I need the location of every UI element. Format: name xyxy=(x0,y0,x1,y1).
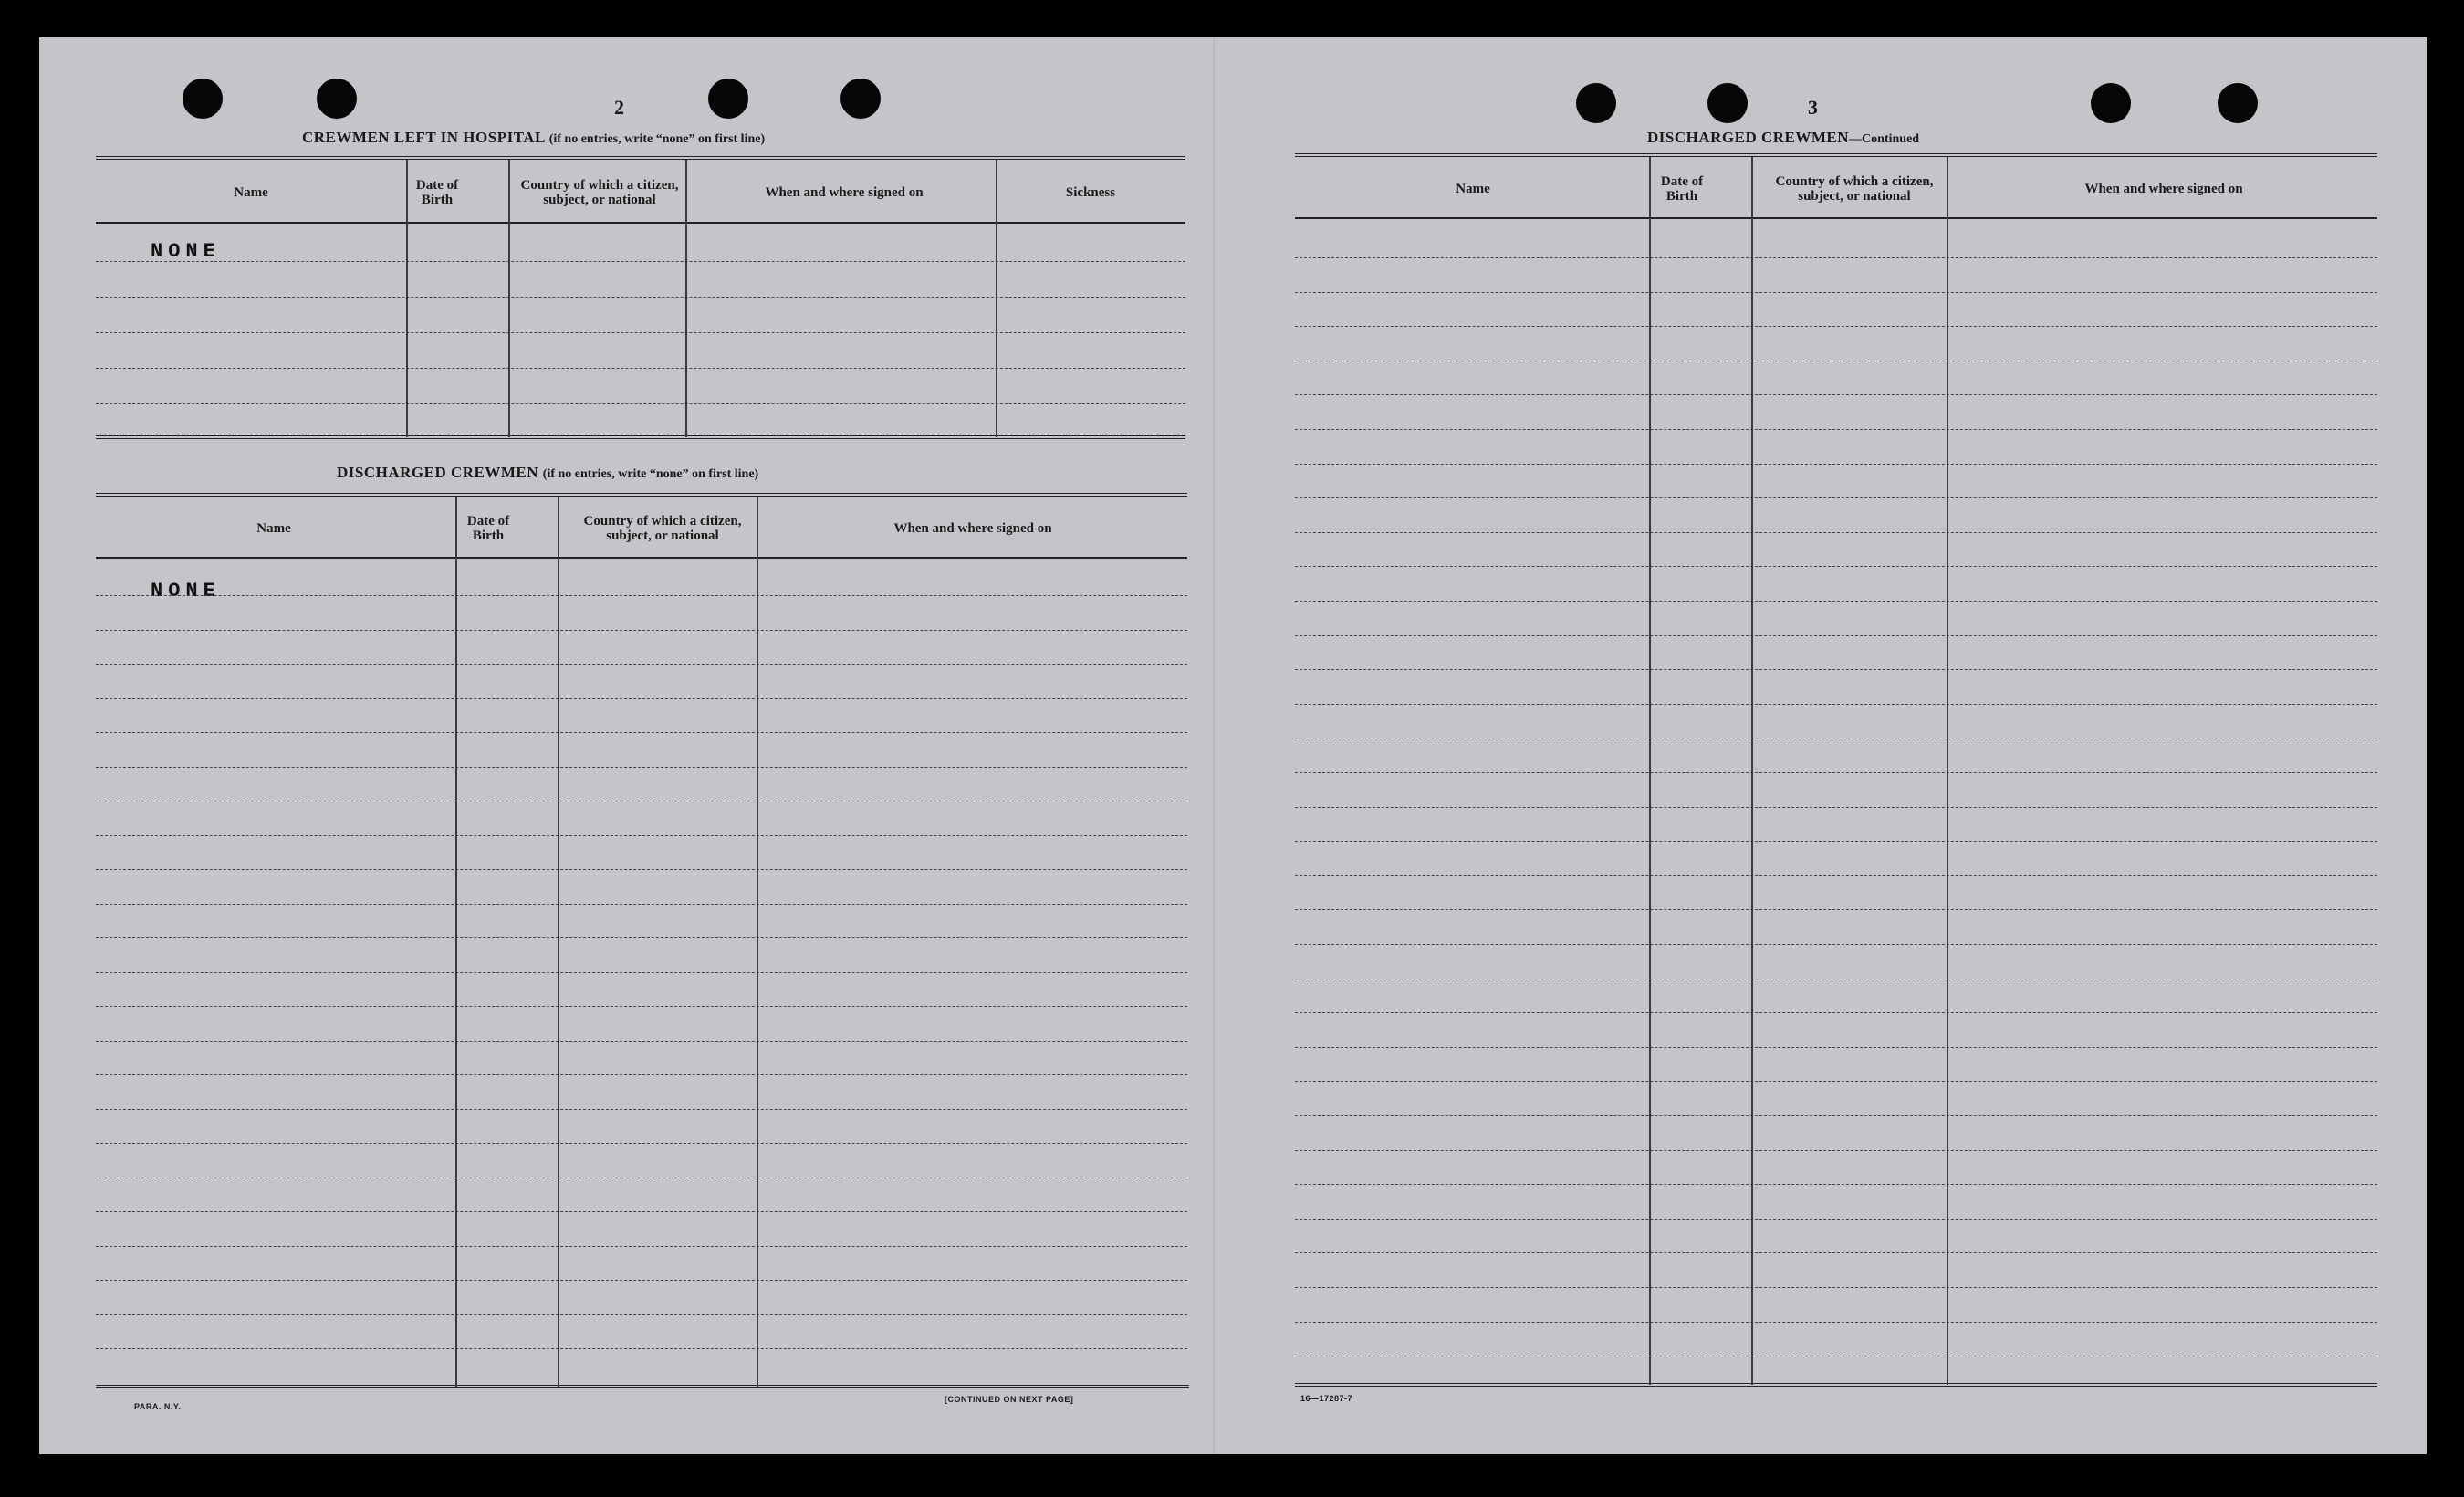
table-row-line xyxy=(96,1246,1187,1247)
table-row-line xyxy=(1295,772,2377,773)
punch-hole xyxy=(1576,83,1616,123)
hospital-table-top-rule xyxy=(96,156,1185,160)
footer-form-number: 16—17287-7 xyxy=(1300,1394,1353,1403)
discharged-title-text: DISCHARGED CREWMEN xyxy=(337,464,539,481)
punch-hole xyxy=(2091,83,2131,123)
table-row-line xyxy=(1295,292,2377,293)
table-row-line xyxy=(96,904,1187,905)
table-row-line xyxy=(96,630,1187,631)
punch-hole xyxy=(1707,83,1748,123)
table-row-line xyxy=(96,732,1187,733)
discharged-entry: NONE xyxy=(151,580,221,602)
page-number: 2 xyxy=(614,96,624,119)
hospital-row-line xyxy=(96,332,1185,333)
hospital-row-line xyxy=(96,261,1185,262)
continued-col-date-of-birth: Date of Birth xyxy=(1660,174,1704,204)
punch-hole xyxy=(317,79,357,119)
discharged-table-bottom-rule xyxy=(96,1385,1189,1388)
hospital-col-divider xyxy=(996,160,997,437)
table-row-line xyxy=(1295,601,2377,602)
hospital-col-sickness: Sickness xyxy=(1065,185,1116,200)
punch-hole xyxy=(2218,83,2258,123)
discharged-section-title xyxy=(337,464,758,482)
table-row-line xyxy=(1295,909,2377,910)
hospital-table-bottom-rule xyxy=(96,435,1185,439)
hospital-col-divider xyxy=(685,160,687,437)
table-row-line xyxy=(1295,635,2377,636)
table-row-line xyxy=(96,1348,1187,1349)
continued-table-top-rule xyxy=(1295,153,2377,157)
hospital-col-signed-on: When and where signed on xyxy=(765,185,924,200)
page-number: 3 xyxy=(1808,96,1818,119)
discharged-col-date-of-birth: Date of Birth xyxy=(466,514,510,543)
document-sheet xyxy=(39,37,2427,1454)
table-row-line xyxy=(96,664,1187,665)
table-row-line xyxy=(96,835,1187,836)
table-row-line xyxy=(1295,532,2377,533)
table-row-line xyxy=(1295,807,2377,808)
table-row-line xyxy=(96,1074,1187,1075)
table-row-line xyxy=(1295,1115,2377,1116)
hospital-col-name: Name xyxy=(234,185,268,200)
discharged-table-top-rule xyxy=(96,493,1187,497)
hospital-col-divider xyxy=(508,160,510,437)
table-row-line xyxy=(96,972,1187,973)
table-row-line xyxy=(96,698,1187,699)
punch-hole xyxy=(840,79,881,119)
continued-section-title xyxy=(1647,129,1919,147)
table-row-line xyxy=(1295,497,2377,498)
continued-col-divider xyxy=(1649,157,1651,1385)
continued-table-bottom-rule xyxy=(1295,1383,2377,1387)
hospital-row-line xyxy=(96,368,1185,369)
continued-title-suffix: —Continued xyxy=(1849,132,1920,146)
continued-col-name: Name xyxy=(1456,182,1490,196)
table-row-line xyxy=(1295,464,2377,465)
table-row-line xyxy=(96,1211,1187,1212)
table-row-line xyxy=(1295,1219,2377,1220)
discharged-title-note: (if no entries, write “none” on first line) xyxy=(542,467,759,481)
continued-col-signed-on: When and where signed on xyxy=(2084,182,2243,196)
discharged-col-divider xyxy=(455,497,457,1387)
footer-printer-mark: PARA. N.Y. xyxy=(134,1402,182,1411)
table-row-line xyxy=(1295,1012,2377,1013)
table-row-line xyxy=(1295,566,2377,567)
discharged-col-divider xyxy=(558,497,559,1387)
table-row-line xyxy=(1295,1150,2377,1151)
table-row-line xyxy=(1295,1081,2377,1082)
table-row-line xyxy=(1295,1184,2377,1185)
table-row-line xyxy=(1295,326,2377,327)
table-row-line xyxy=(96,869,1187,870)
table-row-line xyxy=(1295,1047,2377,1048)
hospital-entry: NONE xyxy=(151,240,221,263)
table-row-line xyxy=(1295,394,2377,395)
discharged-col-signed-on: When and where signed on xyxy=(893,521,1052,536)
hospital-title-text: CREWMEN LEFT IN HOSPITAL xyxy=(302,129,545,146)
table-row-line xyxy=(96,937,1187,938)
continued-col-country: Country of which a citizen, subject, or national xyxy=(1775,174,1934,204)
table-row-line xyxy=(96,1143,1187,1144)
continued-title-text: DISCHARGED CREWMEN xyxy=(1647,129,1850,146)
table-row-line xyxy=(96,1041,1187,1042)
table-row-line xyxy=(96,1314,1187,1315)
table-row-line xyxy=(1295,875,2377,876)
discharged-col-divider xyxy=(757,497,758,1387)
table-row-line xyxy=(96,1109,1187,1110)
table-row-line xyxy=(96,767,1187,768)
hospital-title-note: (if no entries, write “none” on first line) xyxy=(548,132,766,146)
table-row-line xyxy=(1295,257,2377,258)
table-row-line xyxy=(96,1006,1187,1007)
table-row-line xyxy=(96,1280,1187,1281)
table-row-line xyxy=(1295,704,2377,705)
table-row-line xyxy=(1295,429,2377,430)
discharged-col-country: Country of which a citizen, subject, or national xyxy=(583,514,742,543)
continued-col-divider xyxy=(1751,157,1753,1385)
table-row-line xyxy=(1295,1252,2377,1253)
hospital-col-date-of-birth: Date of Birth xyxy=(415,178,459,207)
table-row-line xyxy=(1295,1287,2377,1288)
punch-hole xyxy=(708,79,748,119)
page-fold xyxy=(1213,37,1215,1454)
continued-col-divider xyxy=(1947,157,1948,1385)
continued-header-rule xyxy=(1295,217,2377,219)
hospital-col-country: Country of which a citizen, subject, or national xyxy=(520,178,679,207)
discharged-col-name: Name xyxy=(256,521,291,536)
hospital-row-line xyxy=(96,403,1185,404)
hospital-header-rule xyxy=(96,222,1185,224)
table-row-line xyxy=(96,595,1187,596)
hospital-row-line xyxy=(96,297,1185,298)
table-row-line xyxy=(1295,944,2377,945)
table-row-line xyxy=(1295,669,2377,670)
discharged-header-rule xyxy=(96,557,1187,559)
table-row-line xyxy=(1295,1322,2377,1323)
hospital-col-divider xyxy=(406,160,408,437)
punch-hole xyxy=(183,79,223,119)
footer-continued-note: [CONTINUED ON NEXT PAGE] xyxy=(945,1395,1074,1404)
table-row-line xyxy=(1295,841,2377,842)
hospital-section-title xyxy=(302,129,765,147)
